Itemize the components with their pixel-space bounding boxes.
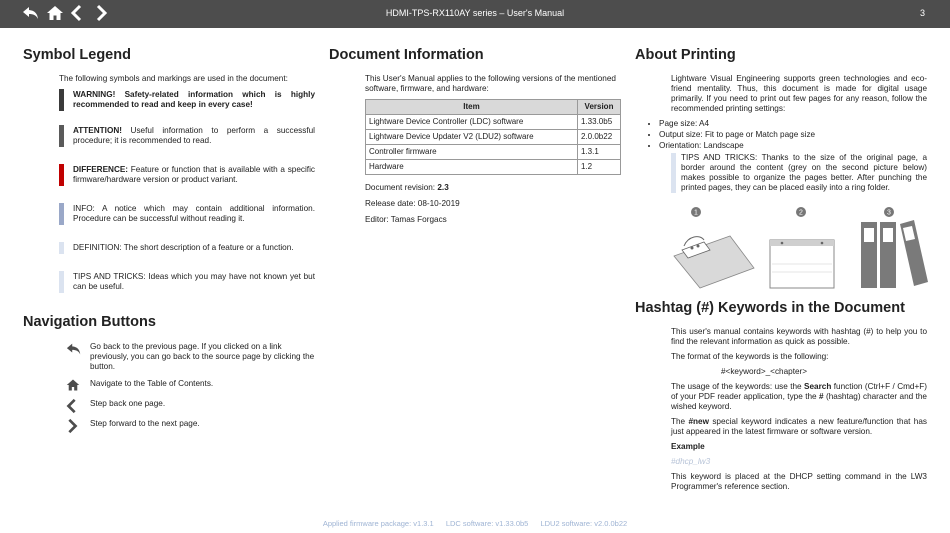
table-cell: Lightware Device Updater V2 (LDU2) software xyxy=(366,130,578,145)
nav-row-next xyxy=(65,418,315,432)
info-note: INFO: A notice which may contain additional information. Procedure can be successful without reading it. xyxy=(59,203,315,225)
next-page-icon[interactable] xyxy=(65,418,85,432)
list-item: • Output size: Fit to page or Match page size xyxy=(659,130,927,140)
table-cell: Lightware Device Controller (LDC) software xyxy=(366,115,578,130)
list-item: • Orientation: Landscape xyxy=(659,141,927,151)
table-cell: Hardware xyxy=(366,160,578,175)
navigation-buttons-heading: Navigation Buttons xyxy=(23,314,156,330)
table-row xyxy=(366,145,621,160)
table-cell: 1.2 xyxy=(578,160,621,175)
figure-label-1 xyxy=(691,207,701,217)
revision-value: 2.3 xyxy=(437,183,449,192)
table-cell: 1.33.0b5 xyxy=(578,115,621,130)
difference-note xyxy=(59,164,315,186)
attention-text: Useful information to perform a successful procedure; it is recommended to read. xyxy=(73,126,315,145)
p3-text-c: (hashtag) character and the wished keyword. xyxy=(671,392,927,411)
doc-info-intro: This User's Manual applies to the following versions of the mentioned software, firmware, and hardware: xyxy=(365,74,616,93)
printing-figure xyxy=(670,206,930,292)
hole-puncher-picture xyxy=(674,236,754,288)
svg-text:3: 3 xyxy=(887,209,891,217)
keyword-format: #<keyword>_<chapter> xyxy=(721,367,808,376)
footer-ldc: LDC software: v1.33.0b5 xyxy=(445,519,529,528)
example-keyword[interactable]: #dhcp_lw3 xyxy=(671,457,711,466)
top-bar xyxy=(0,0,950,28)
previous-page-icon[interactable] xyxy=(65,398,85,412)
hashtag-p4 xyxy=(671,417,927,437)
table-cell: 2.0.0b22 xyxy=(578,130,621,145)
figure-label-2 xyxy=(796,207,806,217)
svg-text:2: 2 xyxy=(799,209,803,217)
warning-note xyxy=(59,89,315,111)
legend-intro: The following symbols and markings are used in the document: xyxy=(59,74,288,83)
difference-text: Feature or function that is available with a specific firmware/hardware version or product variant. xyxy=(73,165,315,184)
table-header-item: Item xyxy=(366,100,578,115)
table-row xyxy=(366,130,621,145)
revision-label: Document revision: xyxy=(365,183,438,192)
nav-row-home xyxy=(65,378,315,392)
navigation-list xyxy=(23,341,315,432)
home-icon[interactable] xyxy=(65,378,85,392)
table-row xyxy=(366,115,621,130)
bordered-page-picture xyxy=(770,240,834,288)
release-date: Release date: 08-10-2019 xyxy=(365,199,460,208)
version-table xyxy=(365,99,621,175)
printing-intro: Lightware Visual Engineering supports green technologies and eco-friend mentality. Thus, this document is made for digital usage primarily. If you need to print out few pages for any reason, follow the recommended printing settings: xyxy=(671,74,927,113)
p3-search: Search xyxy=(804,382,832,391)
figure-label-3 xyxy=(884,207,894,217)
printing-tips: TIPS AND TRICKS: Thanks to the size of the original page, a border around the content (grey on the second picture below) makes possible to organize the pages better. After punching the printed pages, they can be placed easily into a ring folder. xyxy=(671,153,927,193)
footer-firmware: Applied firmware package: v1.3.1 xyxy=(322,519,434,528)
example-text: This keyword is placed at the DHCP setting command in the LW3 Programmer's reference section. xyxy=(671,472,927,491)
tips-note: TIPS AND TRICKS: Ideas which you may have not known yet but can be useful. xyxy=(59,271,315,293)
document-information-heading: Document Information xyxy=(329,47,484,63)
symbol-legend-heading: Symbol Legend xyxy=(23,47,131,63)
p4-text-b: special keyword indicates a new feature/function that has just appeared in the latest firmware or software version. xyxy=(671,417,927,436)
svg-text:1: 1 xyxy=(694,209,698,217)
editor: Editor: Tamas Forgacs xyxy=(365,215,447,224)
table-cell: Controller firmware xyxy=(366,145,578,160)
warning-text: Safety-related information which is highly recommended to read and keep in every case! xyxy=(73,90,315,109)
definition-note: DEFINITION: The short description of a feature or a function. xyxy=(59,242,315,254)
table-cell: 1.3.1 xyxy=(578,145,621,160)
ring-folders-picture xyxy=(861,220,928,288)
nav-next-text: Step forward to the next page. xyxy=(90,419,200,428)
hashtag-p2: The format of the keywords is the following: xyxy=(671,352,829,361)
p3-text-a: The usage of the keywords: use the xyxy=(671,382,805,391)
footer xyxy=(0,519,950,528)
p3-hash: # xyxy=(819,392,824,401)
back-arrow-icon[interactable] xyxy=(65,341,85,355)
p4-text-a: The xyxy=(671,417,689,426)
table-row xyxy=(366,160,621,175)
nav-back-text: Go back to the previous page. If you clicked on a link previously, you can go back to the source page by clicking the button. xyxy=(90,342,315,371)
table-header-row xyxy=(366,100,621,115)
hashtag-p1: This user's manual contains keywords with hashtag (#) to help you to find the relevant information as quick as possible. xyxy=(671,327,927,346)
hashtag-heading: Hashtag (#) Keywords in the Document xyxy=(635,300,905,316)
difference-label: DIFFERENCE: xyxy=(73,165,129,174)
nav-row-back xyxy=(65,341,315,372)
warning-label: WARNING! xyxy=(73,90,116,99)
nav-previous-text: Step back one page. xyxy=(90,399,166,408)
table-header-version: Version xyxy=(578,100,621,115)
list-item: • Page size: A4 xyxy=(659,119,927,129)
hashtag-p3 xyxy=(671,382,927,412)
about-printing-heading: About Printing xyxy=(635,47,736,63)
printing-settings-list xyxy=(635,119,927,151)
p3-text-b: function (Ctrl+F / Cmd+F) of your PDF reader application, type the xyxy=(671,382,927,401)
manual-title: HDMI-TPS-RX110AY series – User's Manual xyxy=(385,8,565,18)
footer-ldu2: LDU2 software: v2.0.0b22 xyxy=(540,519,628,528)
page-number: 3 xyxy=(919,8,925,18)
p4-new: #new xyxy=(688,417,709,426)
column-left xyxy=(23,46,315,438)
example-label: Example xyxy=(671,442,705,451)
nav-home-text: Navigate to the Table of Contents. xyxy=(90,379,214,388)
nav-row-previous xyxy=(65,398,315,412)
attention-label: ATTENTION! xyxy=(73,126,122,135)
column-middle xyxy=(329,46,621,230)
document-revision xyxy=(365,183,621,193)
attention-note xyxy=(59,125,315,147)
